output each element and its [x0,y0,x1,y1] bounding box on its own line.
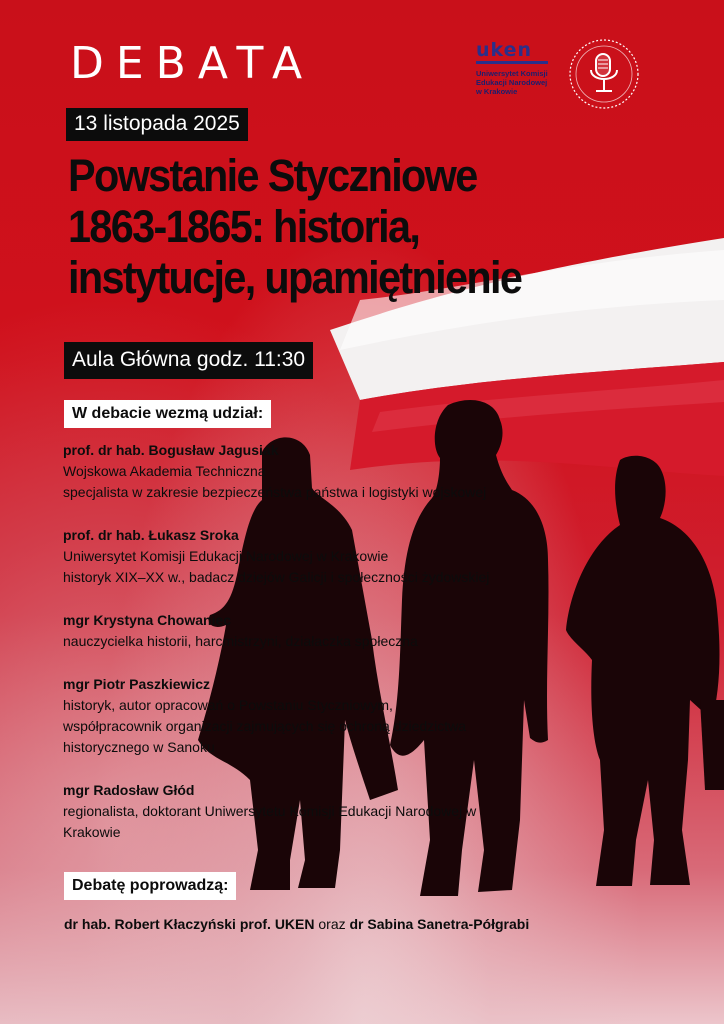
moderator-name: dr Sabina Sanetra-Półgrabi [349,916,530,932]
moderator-name: dr hab. Robert Kłaczyński prof. UKEN [64,916,315,932]
event-date: 13 listopada 2025 [66,108,248,141]
speakers-list [63,440,533,865]
participants-heading: W debacie wezmą udział: [64,400,271,428]
speaker-name: prof. dr hab. Łukasz Sroka [63,527,239,543]
institute-logo [566,36,642,112]
speaker-name: mgr Piotr Paszkiewicz [63,676,211,692]
uken-subtitle-line: w Krakowie [476,87,518,96]
event-title [68,150,583,303]
silhouette-right [566,456,719,886]
speaker-name: prof. dr hab. Bogusław Jagusiak [63,442,279,458]
moderators-connector: oraz [314,916,350,932]
moderators-line [64,914,664,934]
speaker-detail: regionalista, doktorant Uniwersytetu Komisji Edukacji Narodowej w Krakowie [63,803,477,840]
speaker-detail: Uniwersytet Komisji Edukacji Narodowej w Krakowie [63,548,389,564]
speaker-item [63,780,533,843]
event-type-heading: DEBATA [70,38,315,89]
speaker-detail: Wojskowa Akademia Techniczna [63,463,266,479]
event-venue-time: Aula Główna godz. 11:30 [64,342,313,379]
speaker-detail: historyk XIX–XX w., badacz dziejów Galicji i społeczności żydowskiej [63,569,490,585]
moderators-heading: Debatę poprowadzą: [64,872,236,900]
title-line: instytucje, upamiętnienie [68,252,522,303]
uken-wordmark: uken [476,39,533,61]
speaker-detail: historyk, autor opracowań o Powstaniu Styczniowym, [63,697,393,713]
speaker-item [63,610,533,652]
speaker-detail: współpracownik organizacji zajmujących się ochroną dziedzictwa [63,718,467,734]
speaker-name: mgr Krystyna Chowaniec [63,612,232,628]
speaker-detail: specjalista w zakresie bezpieczeństwa państwa i logistyki wojskowej [63,484,487,500]
speaker-name: mgr Radosław Głód [63,782,195,798]
speaker-item [63,674,533,758]
speaker-item [63,525,533,588]
speaker-detail: nauczycielka historii, harcmistrzyni, działaczka społeczna [63,633,418,649]
uken-subtitle-line: Edukacji Narodowej [476,78,548,87]
speaker-item [63,440,533,503]
speaker-detail: historycznego w Sanoku [63,739,215,755]
uken-logo [476,40,556,96]
title-line: Powstanie Styczniowe [68,150,477,201]
uken-logo-bar [476,61,548,64]
uken-subtitle-line: Uniwersytet Komisji [476,69,548,78]
microphone-icon [591,54,617,91]
title-line: 1863-1865: historia, [68,201,420,252]
